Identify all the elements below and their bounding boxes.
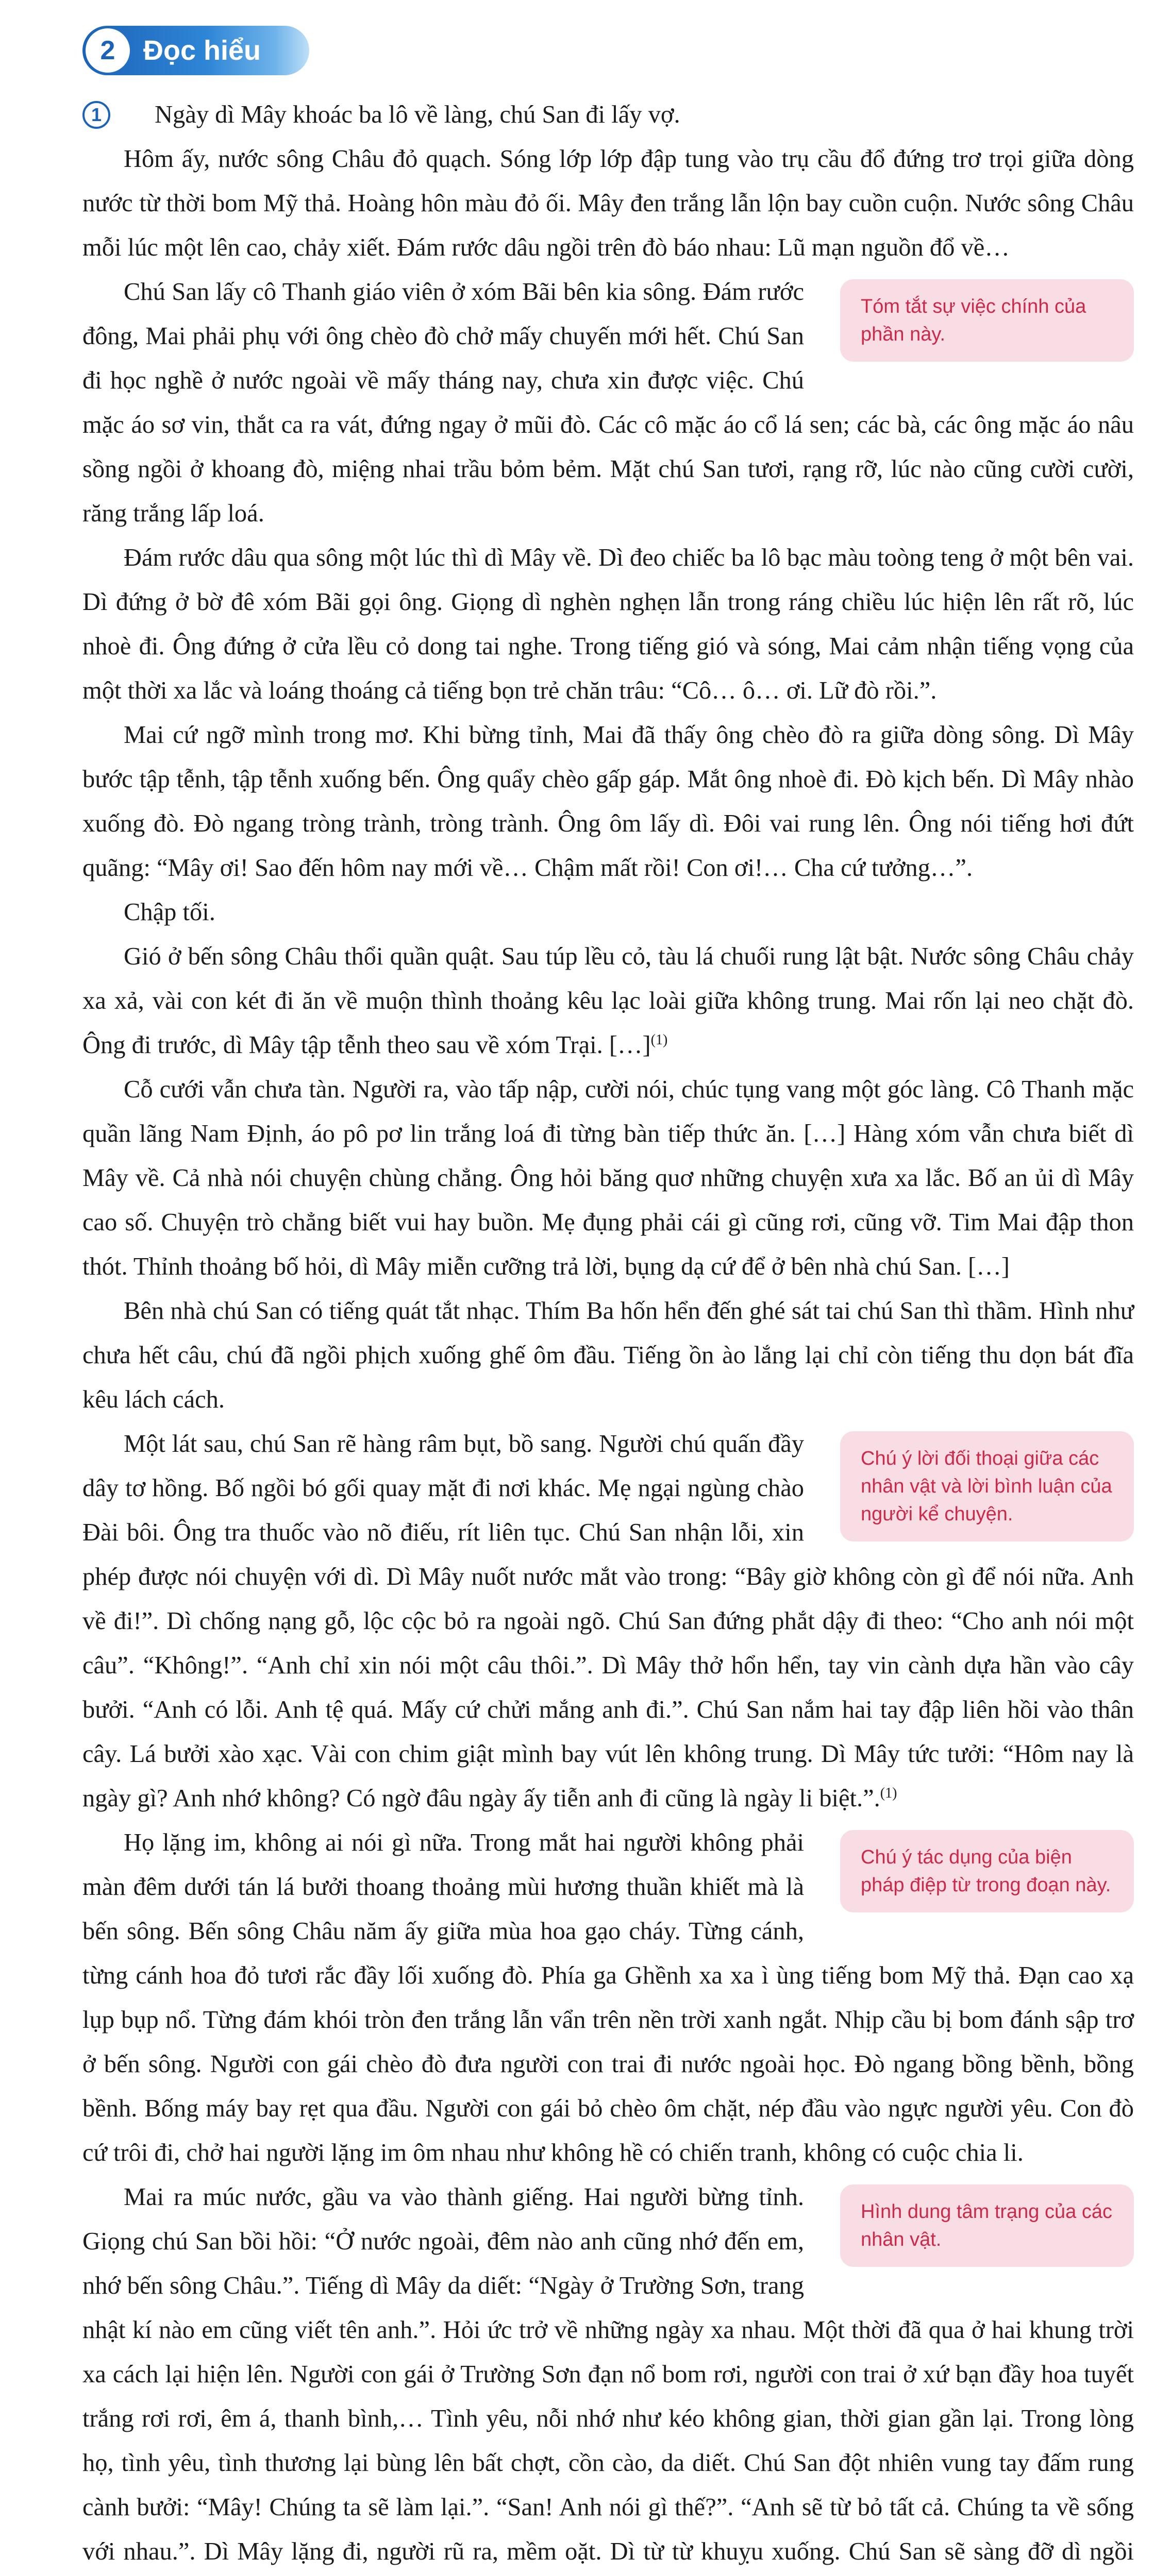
- side-note: Hình dung tâm trạng của các nhân vật.: [840, 2184, 1134, 2267]
- side-note: Tóm tắt sự việc chính của phần này.: [840, 279, 1134, 362]
- part-marker: 1: [82, 101, 110, 129]
- section-banner: [82, 26, 309, 75]
- paragraph: Một lát sau, chú San rẽ hàng râm bụt, bồ sang. Người chú quấn đầy dây tơ hồng. Bố ngồi bó gối quay mặt đi nơi khác. Mẹ ngại ngùng chào Đài bôi. Ông tra thuốc vào nõ điếu, rít liên tục. Chú San nhận lỗi, xin phép được nói chuyện với dì. Dì Mây nuốt nước mắt vào trong: “Bây giờ không còn gì để nói nữa. Anh về đi!”. Dì chống nạng gỗ, lộc cộc bỏ ra ngoài ngõ. Chú San đứng phắt dậy đi theo: “Cho anh nói một câu”. “Không!”. “Anh chỉ xin nói một câu thôi.”. Dì Mây thở hổn hển, tay vin cành dựa hần vào cây bưởi. “Anh có lỗi. Anh tệ quá. Mấy cứ chửi mắng anh đi.”. Chú San nắm hai tay đập liên hồi vào thân cây. Lá bưởi xào xạc. Vài con chim giật mình bay vút lên không trung. Dì Mây tức tưởi: “Hôm nay là ngày gì? Anh nhớ không? Có ngờ đâu ngày ấy tiễn anh đi cũng là ngày li biệt.”.$^{(1)}$: [82, 1430, 1134, 1812]
- footnote-ref: (1): [650, 1031, 668, 1048]
- section-header: [82, 26, 309, 75]
- side-note: Chú ý tác dụng của biện pháp điệp từ trong đoạn này.: [840, 1830, 1134, 1912]
- paragraph: Họ lặng im, không ai nói gì nữa. Trong mắt hai người không phải màn đêm dưới tán lá bưởi thoang thoảng mùi hương thuần khiết mà là bến sông. Bến sông Châu năm ấy giữa mùa hoa gạo cháy. Từng cánh, từng cánh hoa đỏ tươi rắc đầy lối xuống đò. Phía ga Ghềnh xa xa ì ùng tiếng bom Mỹ thả. Đạn cao xạ lụp bụp nổ. Từng đám khói tròn đen trắng lẫn vẩn trên nền trời xanh ngắt. Nhịp cầu bị bom đánh sập trơ ở bến sông. Người con gái chèo đò đưa người con trai đi nước ngoài học. Đò ngang bồng bềnh, bồng bềnh. Bống máy bay rẹt qua đầu. Người con gái bỏ chèo ôm chặt, nép đầu vào ngực người yêu. Con đò cứ trôi đi, chở hai người lặng im ôm nhau như không hề có chiến tranh, không có cuộc chia li.: [82, 1829, 1134, 2166]
- section-number: 2: [86, 28, 130, 73]
- reading-text: [82, 93, 1134, 2576]
- paragraph: Mai ra múc nước, gầu va vào thành giếng. Hai người bừng tỉnh. Giọng chú San bồi hồi: “Ở nước ngoài, đêm nào anh cũng nhớ đến em, nhớ bến sông Châu.”. Tiếng dì Mây da diết: “Ngày ở Trường Sơn, trang nhật kí nào em cũng viết tên anh.”. Hỏi ức trở về những ngày xa nhau. Một thời đã qua ở hai khung trời xa cách lại hiện lên. Người con gái ở Trường Sơn đạn nổ bom rơi, người con trai ở xứ bạn đầy hoa tuyết trắng rơi rơi, êm á, thanh bình,… Tình yêu, nỗi nhớ như kéo không gian, thời gian gần lại. Trong lòng họ, tình yêu, tình thương lại bùng lên bất chợt, cồn cào, da diết. Chú San đột nhiên vung tay đấm rung cành bưởi: “Mây! Chúng ta sẽ làm lại.”. “San! Anh nói gì thế?”. “Anh sẽ từ bỏ tất cả. Chúng ta về sống với nhau.”. Dì Mây lặng đi, người rũ ra, mềm oặt. Dì từ từ khuỵu xuống. Chú San sẽ sàng đỡ dì ngồi: [82, 2183, 1134, 2565]
- section-title: Đọc hiểu: [143, 35, 261, 66]
- paragraph: Chập tối.: [124, 899, 215, 926]
- paragraph: Gió ở bến sông Châu thổi quần quật. Sau túp lều cỏ, tàu lá chuối rung lật bật. Nước sông Châu chảy xa xả, vài con két đi ăn về muộn thình thoảng kêu lạc loài giữa không trung. Mai rốn lại neo chặt đò. Ông đi trước, dì Mây tập tễnh theo sau về xóm Trại. […]$^{(1)}$: [82, 943, 1134, 1059]
- paragraph: 1 Ngày dì Mây khoác ba lô về làng, chú San đi lấy vợ.: [82, 93, 1134, 137]
- paragraph: Cỗ cưới vẫn chưa tàn. Người ra, vào tấp nập, cười nói, chúc tụng vang một góc làng. Cô Thanh mặc quần lãng Nam Định, áo pô pơ lin trắng loá đi từng bàn tiếp thức ăn. […] Hàng xóm vẫn chưa biết dì Mây về. Cả nhà nói chuyện chùng chẳng. Ông hỏi băng quơ những chuyện xưa xa lắc. Bố an ủi dì Mây cao số. Chuyện trò chẳng biết vui hay buồn. Mẹ đụng phải cái gì cũng rơi, cũng vỡ. Tim Mai đập thon thót. Thỉnh thoảng bố hỏi, dì Mây miễn cưỡng trả lời, bụng dạ cứ để ở bên nhà chú San. […]: [82, 1076, 1134, 1280]
- footnote-ref: (1): [880, 1785, 897, 1801]
- paragraph: Bên nhà chú San có tiếng quát tắt nhạc. Thím Ba hốn hển đến ghé sát tai chú San thì thầm. Hình như chưa hết câu, chú đã ngồi phịch xuống ghế ôm đầu. Tiếng ồn ào lắng lại chỉ còn tiếng thu dọn bát đĩa kêu lách cách.: [82, 1297, 1134, 1413]
- paragraph: Chú San lấy cô Thanh giáo viên ở xóm Bãi bên kia sông. Đám rước đông, Mai phải phụ với ông chèo đò chở mấy chuyến mới hết. Chú San đi học nghề ở nước ngoài về mấy tháng nay, chưa xin được việc. Chú mặc áo sơ vin, thắt ca ra vát, đứng ngay ở mũi đò. Các cô mặc áo cổ lá sen; các bà, các ông mặc áo nâu sồng ngồi ở khoang đò, miệng nhai trầu bỏm bẻm. Mặt chú San tươi, rạng rỡ, lúc nào cũng cười cười, răng trắng lấp loá.: [82, 278, 1134, 527]
- side-note: Chú ý lời đối thoại giữa các nhân vật và lời bình luận của người kể chuyện.: [840, 1431, 1134, 1541]
- paragraph: Đám rước dâu qua sông một lúc thì dì Mây về. Dì đeo chiếc ba lô bạc màu toòng teng ở một bên vai. Dì đứng ở bờ đê xóm Bãi gọi ông. Giọng dì nghèn nghẹn lẫn trong ráng chiều lúc hiện lên rất rõ, lúc nhoè đi. Ông đứng ở cửa lều cỏ dong tai nghe. Trong tiếng gió và sóng, Mai cảm nhận tiếng vọng của một thời xa lắc và loáng thoáng cả tiếng bọn trẻ chăn trâu: “Cô… ô… ơi. Lữ đò rồi.”.: [82, 544, 1134, 704]
- paragraph: Mai cứ ngỡ mình trong mơ. Khi bừng tỉnh, Mai đã thấy ông chèo đò ra giữa dòng sông. Dì Mây bước tập tễnh, tập tễnh xuống bến. Ông quẩy chèo gấp gáp. Mắt ông nhoè đi. Đò kịch bến. Dì Mây nhào xuống đò. Đò ngang tròng trành, tròng trành. Ông ôm lấy dì. Đôi vai rung lên. Ông nói tiếng hơi đứt quãng: “Mây ơi! Sao đến hôm nay mới về… Chậm mất rồi! Con ơi!… Cha cứ tưởng…”.: [82, 721, 1134, 882]
- paragraph: Hôm ấy, nước sông Châu đỏ quạch. Sóng lớp lớp đập tung vào trụ cầu đổ đứng trơ trọi giữa dòng nước từ thời bom Mỹ thả. Hoàng hôn màu đỏ ối. Mây đen trắng lẫn lộn bay cuồn cuộn. Nước sông Châu mỗi lúc một lên cao, chảy xiết. Đám rước dâu ngồi trên đò báo nhau: Lũ mạn nguồn đổ về…: [82, 145, 1134, 261]
